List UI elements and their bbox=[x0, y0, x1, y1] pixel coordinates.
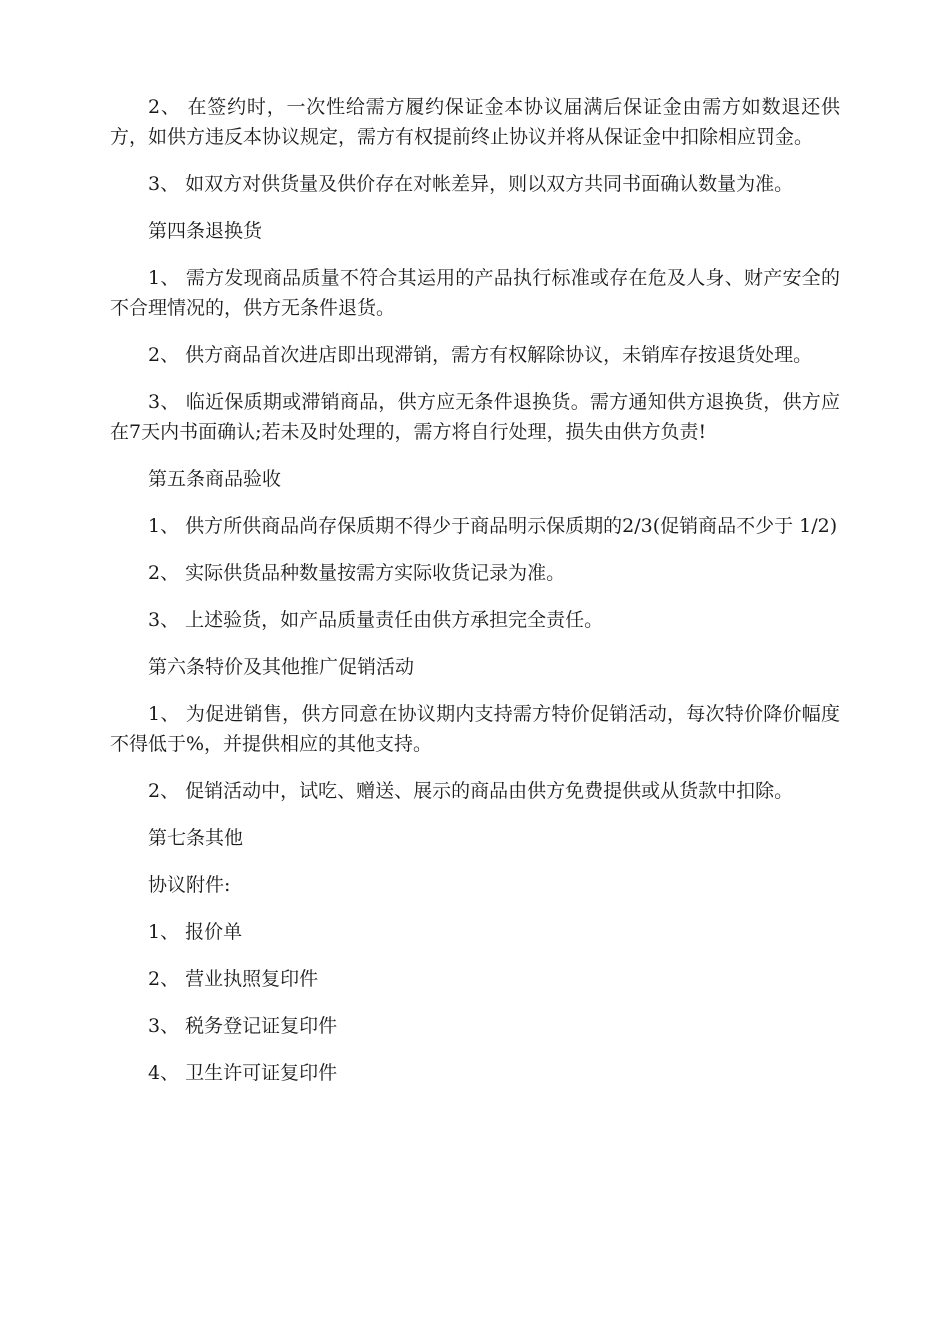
clause-4-item-2: 2、 供方商品首次进店即出现滞销，需方有权解除协议，未销库存按退货处理。 bbox=[148, 344, 813, 366]
attachment-1: 1、 报价单 bbox=[148, 921, 243, 943]
clause-6-item-2: 2、 促销活动中，试吃、赠送、展示的商品由供方免费提供或从货款中扣除。 bbox=[148, 780, 794, 802]
clause-6-item-1: 1、 为促进销售，供方同意在协议期内支持需方特价促销活动，每次特价降价幅度不得低于%，并提供相应的其他支持。 bbox=[110, 703, 840, 755]
attachment-3: 3、 税务登记证复印件 bbox=[148, 1015, 338, 1037]
clause-4-heading: 第四条退换货 bbox=[148, 220, 263, 242]
attachments-heading: 协议附件: bbox=[148, 874, 231, 896]
clause-4-item-1: 1、 需方发现商品质量不符合其运用的产品执行标准或存在危及人身、财产安全的不合理情况的，供方无条件退货。 bbox=[110, 267, 840, 319]
clause-7-heading: 第七条其他 bbox=[148, 827, 244, 849]
clause-6-heading: 第六条特价及其他推广促销活动 bbox=[148, 656, 415, 678]
clause-5-item-3: 3、 上述验货，如产品质量责任由供方承担完全责任。 bbox=[148, 609, 604, 631]
attachment-4: 4、 卫生许可证复印件 bbox=[148, 1062, 338, 1084]
clause-5-heading: 第五条商品验收 bbox=[148, 468, 282, 490]
clause-4-item-3: 3、 临近保质期或滞销商品，供方应无条件退换货。需方通知供方退换货，供方应在7天内书面确认;若未及时处理的，需方将自行处理，损失由供方负责! bbox=[110, 391, 840, 443]
clause-3-item-2: 2、 在签约时，一次性给需方履约保证金本协议届满后保证金由需方如数退还供方，如供方违反本协议规定，需方有权提前终止协议并将从保证金中扣除相应罚金。 bbox=[110, 96, 840, 148]
attachment-2: 2、 营业执照复印件 bbox=[148, 968, 319, 990]
clause-3-item-3: 3、 如双方对供货量及供价存在对帐差异，则以双方共同书面确认数量为准。 bbox=[148, 173, 794, 195]
clause-5-item-1: 1、 供方所供商品尚存保质期不得少于商品明示保质期的2/3(促销商品不少于 1/2) bbox=[148, 515, 838, 537]
clause-5-item-2: 2、 实际供货品种数量按需方实际收货记录为准。 bbox=[148, 562, 566, 584]
